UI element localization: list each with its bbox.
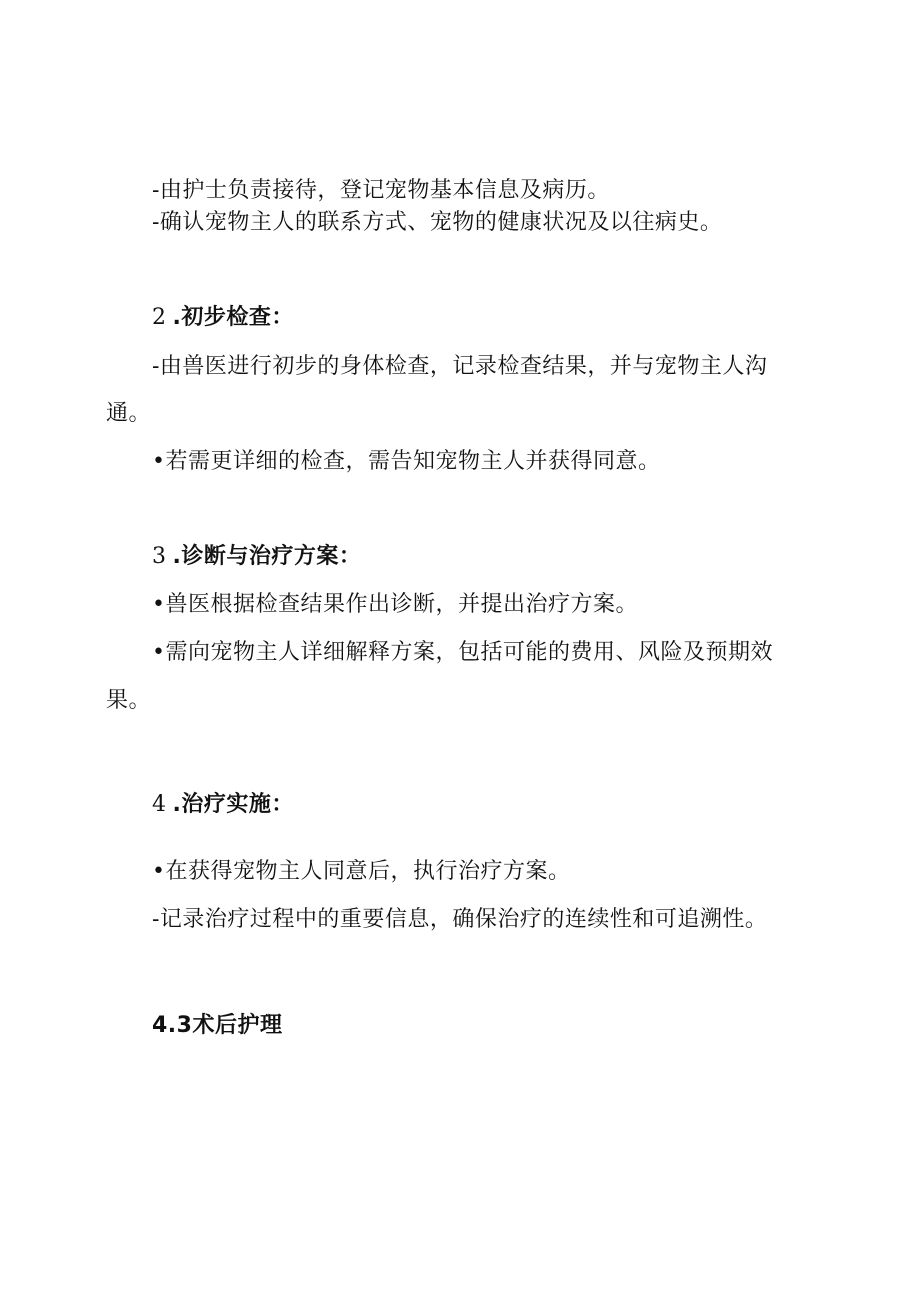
diagnosis-item-1: •兽医根据检查结果作出诊断，并提出治疗方案。 [152,592,638,617]
section-2-heading [152,303,294,333]
exam-item-1-line-2: 通。 [106,401,152,426]
section-4-heading [152,790,294,820]
exam-item-1-line-1: -由兽医进行初步的身体检查，记录检查结果，并与宠物主人沟 [152,354,768,379]
section-3-heading [152,542,361,572]
section-2-title: .初步检查： [172,305,294,330]
section-3-title: .诊断与治疗方案： [172,544,362,569]
section-4-title: .治疗实施： [172,792,294,817]
exam-item-2: •若需更详细的检查，需告知宠物主人并获得同意。 [152,449,661,474]
reception-item-1: -由护士负责接待，登记宠物基本信息及病历。 [152,178,610,203]
section-4-3-heading: 4.3术后护理 [152,1013,283,1038]
reception-item-2: -确认宠物主人的联系方式、宠物的健康状况及以往病史。 [152,210,723,235]
diagnosis-item-2-line-2: 果。 [106,688,152,713]
section-2-number: 2 [152,305,167,330]
section-4-number: 4 [152,792,167,817]
treatment-item-1: •在获得宠物主人同意后，执行治疗方案。 [152,859,571,884]
treatment-item-2: -记录治疗过程中的重要信息，确保治疗的连续性和可追溯性。 [152,907,768,932]
section-3-number: 3 [152,544,167,569]
diagnosis-item-2-line-1: •需向宠物主人详细解释方案，包括可能的费用、风险及预期效 [152,640,773,665]
